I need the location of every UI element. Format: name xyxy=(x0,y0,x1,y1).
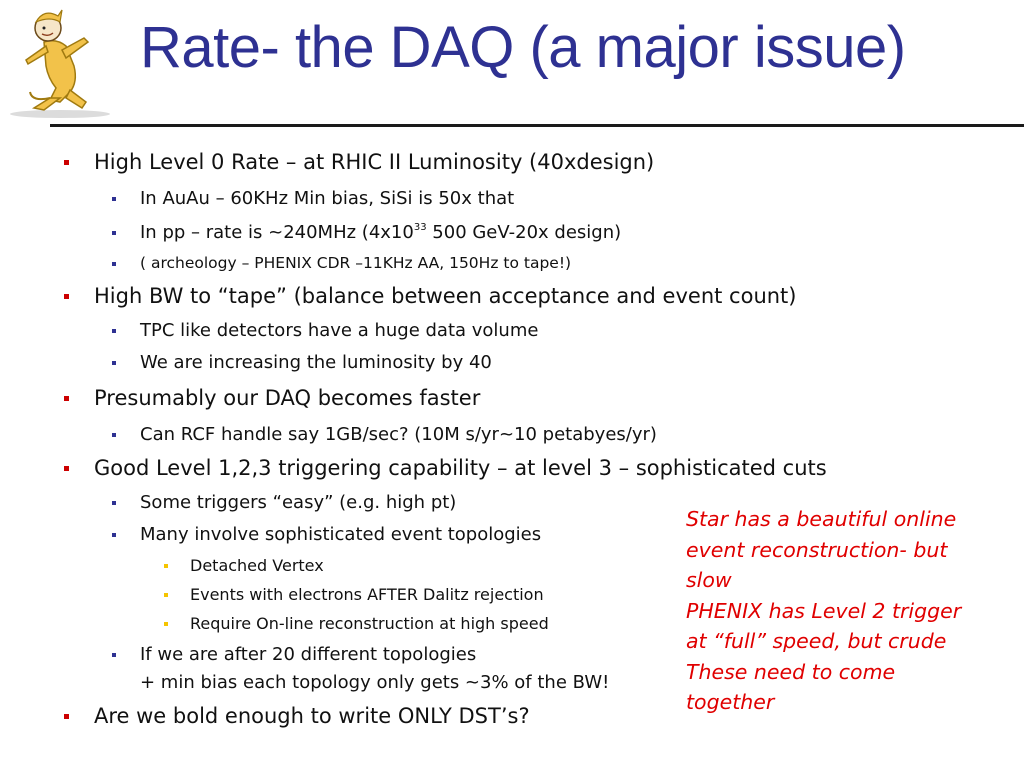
bullet-marker xyxy=(64,160,69,165)
side-note-line: at “full” speed, but crude xyxy=(686,629,947,653)
bullet-text: If we are after 20 different topologies xyxy=(140,644,477,665)
bullet-text-part: 500 GeV-20x design) xyxy=(426,222,622,243)
side-note-line: These need to come xyxy=(686,659,896,684)
bullet-marker xyxy=(64,396,69,401)
bullet-text: Require On-line reconstruction at high speed xyxy=(190,614,549,633)
bullet-marker xyxy=(64,714,69,719)
bullet-text: High Level 0 Rate – at RHIC II Luminosity (40xdesign) xyxy=(94,150,655,174)
bullet-marker xyxy=(112,501,116,505)
bullet-text: Can RCF handle say 1GB/sec? (10M s/yr~10 petabyes/yr) xyxy=(140,424,657,445)
side-note-line: PHENIX has Level 2 trigger xyxy=(686,598,962,623)
side-note-line: Star has a beautiful online xyxy=(686,507,957,531)
bullet-text: We are increasing the luminosity by 40 xyxy=(140,352,492,373)
side-note xyxy=(686,504,1006,718)
bullet-marker xyxy=(112,653,116,657)
bullet-marker xyxy=(112,533,116,537)
side-note-line: together xyxy=(686,690,775,714)
bullet-text: ( archeology – PHENIX CDR –11KHz AA, 150Hz to tape!) xyxy=(140,254,572,272)
bullet-text: Detached Vertex xyxy=(190,556,324,575)
bullet-text: High BW to “tape” (balance between acceptance and event count) xyxy=(94,284,797,308)
bullet-marker xyxy=(112,361,116,365)
bullet-text: Many involve sophisticated event topologies xyxy=(140,524,542,545)
side-note-line: event reconstruction- but xyxy=(686,537,948,562)
bullet-marker xyxy=(64,466,69,471)
bullet-marker xyxy=(164,564,168,568)
bullet-marker xyxy=(112,197,116,201)
bullet-marker xyxy=(112,433,116,437)
bullet-text: Presumably our DAQ becomes faster xyxy=(94,386,481,410)
bullet-marker xyxy=(112,329,116,333)
bullet-text: Some triggers “easy” (e.g. high pt) xyxy=(140,492,457,513)
bullet-text: Are we bold enough to write ONLY DST’s? xyxy=(94,704,530,728)
bullet-text: Good Level 1,2,3 triggering capability – at level 3 – sophisticated cuts xyxy=(94,456,827,480)
bullet-text xyxy=(140,222,621,243)
slide-title: Rate- the DAQ (a major issue) xyxy=(140,15,906,80)
bullet-text: Events with electrons AFTER Dalitz rejection xyxy=(190,585,544,604)
superscript: 33 xyxy=(413,222,427,233)
bullet-text-continuation: + min bias each topology only gets ~3% of the BW! xyxy=(140,672,610,693)
bullet-marker xyxy=(112,231,116,235)
bullet-marker xyxy=(164,593,168,597)
bullet-text-part: In pp – rate is ~240MHz (4x10 xyxy=(140,222,414,243)
side-note-line: slow xyxy=(686,568,732,592)
bullet-text: In AuAu – 60KHz Min bias, SiSi is 50x that xyxy=(140,188,515,209)
bullet-marker xyxy=(164,622,168,626)
bullet-marker xyxy=(64,294,69,299)
bullet-text: TPC like detectors have a huge data volume xyxy=(140,320,539,341)
bullet-marker xyxy=(112,262,116,266)
